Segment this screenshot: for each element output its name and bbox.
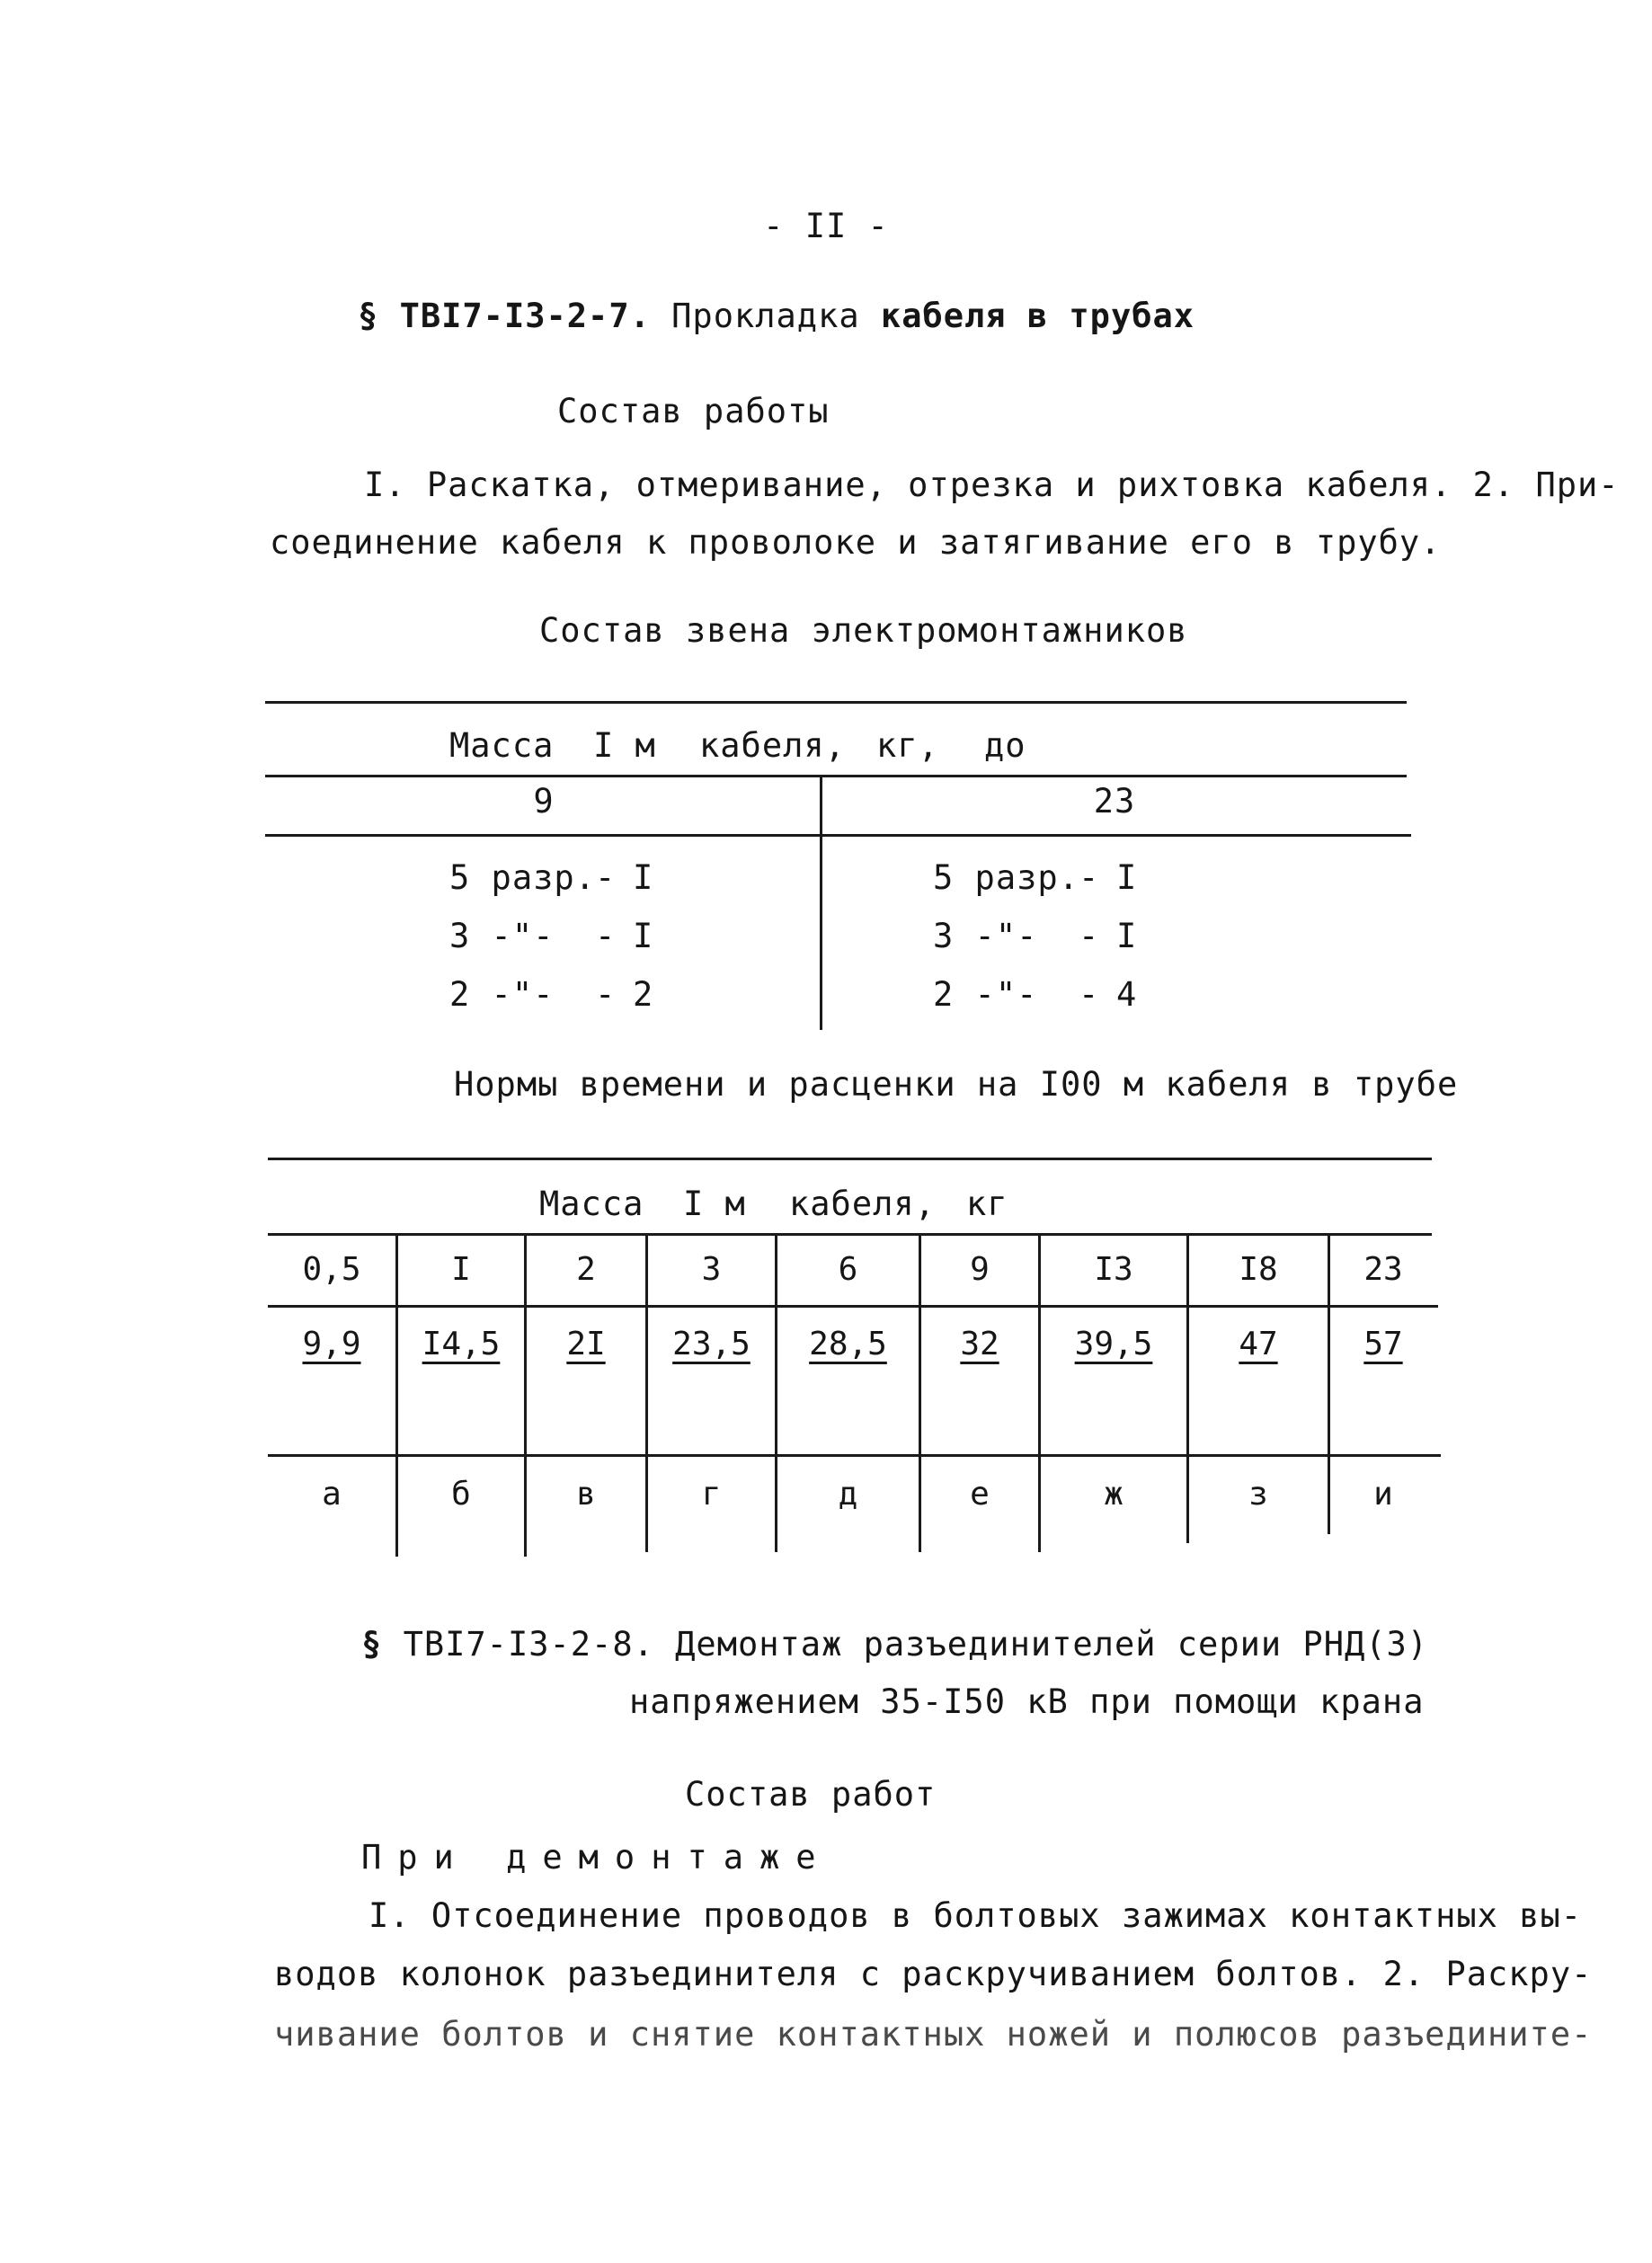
crew-heading: Состав звена электромонтажников — [539, 611, 1188, 650]
section-code: ТВI7-I3-2-7. — [399, 297, 651, 335]
rule — [268, 1454, 1441, 1457]
rule — [265, 834, 1411, 837]
crew-right-dash: - — [1079, 917, 1100, 955]
norms-header-col3: кабеля, — [789, 1185, 936, 1223]
subheading-dismantling: При демонтаже — [361, 1838, 832, 1877]
norm-cell — [648, 1326, 775, 1362]
norms-header-col1: Масса — [539, 1185, 644, 1223]
work-line-1: I. Раскатка, отмеривание, отрезка и рихтовка кабеля. 2. При- — [364, 466, 1620, 504]
section-title-2-line2: напряжением 35-I50 кВ при помощи крана — [629, 1682, 1425, 1721]
norm-cell — [921, 1326, 1038, 1362]
column-letter: ж — [1104, 1476, 1124, 1513]
rule — [268, 1233, 1432, 1236]
mass-cell: I — [451, 1251, 471, 1288]
crew-header-col2: I м — [593, 726, 656, 765]
section2-line-3: чивание болтов и снятие контактных ножей и полюсов разъедините- — [274, 2015, 1593, 2054]
column-letter: а — [322, 1476, 342, 1513]
mass-cell: 3 — [701, 1251, 722, 1288]
mass-cell: 23 — [1363, 1251, 1403, 1288]
section-sign: § — [361, 1625, 383, 1664]
norm-value: I4,5 — [422, 1326, 501, 1362]
crew-right-count: I — [1116, 858, 1138, 897]
crew-header-col3: кабеля, — [699, 726, 846, 765]
norm-cell — [777, 1326, 919, 1362]
crew-column-b: 23 — [1093, 782, 1136, 821]
crew-right-count: 4 — [1116, 975, 1138, 1014]
rule — [265, 775, 1407, 777]
norm-cell — [1189, 1326, 1328, 1362]
crew-left-grade: 3 -"- — [449, 917, 555, 955]
crew-left-dash: - — [595, 858, 617, 897]
mass-cell: 2 — [576, 1251, 596, 1288]
section-title-1 — [358, 297, 1195, 335]
section-title-2 — [361, 1625, 1428, 1664]
norms-header-col2: I м — [683, 1185, 746, 1223]
section-title-bold: кабеля в трубах — [880, 297, 1195, 335]
column-letter: з — [1248, 1476, 1268, 1513]
section-title-normal: Прокладка — [671, 297, 860, 335]
crew-right-grade: 5 разр. — [933, 858, 1079, 897]
mass-cell: 6 — [838, 1251, 858, 1288]
crew-header-col1: Масса — [449, 726, 555, 765]
rule — [265, 701, 1407, 704]
page-number: - II - — [763, 207, 889, 245]
section-title-line1: ТВI7-I3-2-8. Демонтаж разъединителей серии РНД(З) — [403, 1625, 1429, 1664]
crew-header-col5: до — [984, 726, 1026, 765]
norm-value: 9,9 — [302, 1326, 361, 1362]
work-heading: Состав работы — [557, 392, 830, 430]
norm-value: 2I — [566, 1326, 606, 1362]
column-letter: и — [1373, 1476, 1393, 1513]
work-heading-2: Состав работ — [685, 1775, 937, 1814]
column-letter: в — [576, 1476, 596, 1513]
norm-cell — [398, 1326, 524, 1362]
crew-left-count: 2 — [633, 975, 654, 1014]
work-line-2: соединение кабеля к проволоке и затягивание его в трубу. — [270, 523, 1442, 562]
crew-header-col4: кг, — [876, 726, 939, 765]
rule — [268, 1305, 1438, 1308]
crew-left-count: I — [633, 858, 654, 897]
mass-cell: 9 — [970, 1251, 990, 1288]
section2-line-2: водов колонок разъединителя с раскручиванием болтов. 2. Раскру- — [274, 1955, 1593, 1993]
norm-value: 57 — [1363, 1326, 1403, 1362]
crew-right-dash: - — [1079, 858, 1100, 897]
norm-cell — [1041, 1326, 1186, 1362]
norm-value: 32 — [960, 1326, 999, 1362]
crew-left-count: I — [633, 917, 654, 955]
crew-right-grade: 2 -"- — [933, 975, 1038, 1014]
norm-cell — [1330, 1326, 1436, 1362]
rule — [268, 1158, 1432, 1160]
column-letter: д — [838, 1476, 858, 1513]
norm-value: 28,5 — [809, 1326, 887, 1362]
column-divider — [820, 775, 822, 1030]
mass-cell: I3 — [1094, 1251, 1133, 1288]
mass-cell: 0,5 — [302, 1251, 361, 1288]
crew-left-grade: 5 разр. — [449, 858, 596, 897]
crew-right-grade: 3 -"- — [933, 917, 1038, 955]
column-letter: г — [701, 1476, 722, 1513]
norm-cell — [527, 1326, 645, 1362]
crew-right-count: I — [1116, 917, 1138, 955]
crew-left-dash: - — [595, 975, 617, 1014]
crew-column-a: 9 — [533, 782, 555, 821]
crew-right-dash: - — [1079, 975, 1100, 1014]
column-letter: б — [451, 1476, 471, 1513]
column-letter: е — [970, 1476, 990, 1513]
norms-header-col4: кг — [966, 1185, 1008, 1223]
crew-left-dash: - — [595, 917, 617, 955]
norm-value: 23,5 — [672, 1326, 751, 1362]
norm-value: 39,5 — [1074, 1326, 1153, 1362]
norms-heading: Нормы времени и расценки на I00 м кабеля в трубе — [454, 1065, 1459, 1104]
crew-left-grade: 2 -"- — [449, 975, 555, 1014]
section-sign: § — [358, 297, 379, 335]
norm-cell — [268, 1326, 395, 1362]
section2-line-1: I. Отсоединение проводов в болтовых зажимах контактных вы- — [369, 1896, 1583, 1935]
norm-value: 47 — [1239, 1326, 1278, 1362]
mass-cell: I8 — [1239, 1251, 1278, 1288]
